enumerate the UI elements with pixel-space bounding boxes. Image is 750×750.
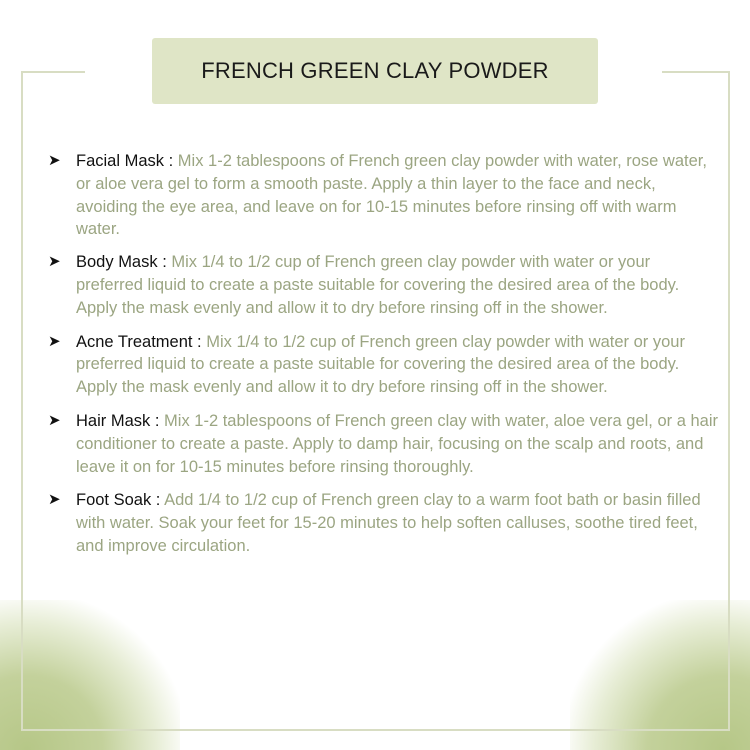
frame-border-top-right xyxy=(662,71,730,73)
usage-list xyxy=(48,150,720,569)
green-powder-decoration-right xyxy=(570,600,750,750)
item-text: Mix 1/4 to 1/2 cup of French green clay powder with water or your preferred liquid to create a paste suitable for covering the desired area of the body. Apply the mask evenly and allow it to dry before rinsing off in the shower. xyxy=(76,332,685,397)
item-text: Mix 1-2 tablespoons of French green clay powder with water, rose water, or aloe vera gel to form a smooth paste. Apply a thin layer to the face and neck, avoiding the eye area, and leave on for 10-15 minutes before rinsing off with warm water. xyxy=(76,152,707,239)
frame-border-left xyxy=(21,71,23,731)
arrowhead-bullet-icon: ➤ xyxy=(48,411,61,429)
green-powder-decoration-left xyxy=(0,600,180,750)
list-item-foot-soak xyxy=(48,489,720,557)
item-label: Hair Mask : xyxy=(76,411,160,430)
frame-border-top-left xyxy=(21,71,85,73)
list-item-hair-mask xyxy=(48,410,720,478)
arrowhead-bullet-icon: ➤ xyxy=(48,491,61,509)
frame-border-right xyxy=(728,71,730,731)
arrowhead-bullet-icon: ➤ xyxy=(48,152,61,169)
list-item-facial-mask xyxy=(48,150,720,241)
title-banner xyxy=(152,38,598,104)
item-label: Acne Treatment : xyxy=(76,332,202,351)
item-label: Foot Soak : xyxy=(76,491,161,510)
item-text: Mix 1-2 tablespoons of French green clay with water, aloe vera gel, or a hair conditioner to create a paste. Apply to damp hair, focusing on the scalp and roots, and leave it on for 10-15 minutes before rinsing thoroughly. xyxy=(76,411,718,476)
arrowhead-bullet-icon: ➤ xyxy=(48,253,61,271)
item-label: Body Mask : xyxy=(76,253,167,272)
item-text: Mix 1/4 to 1/2 cup of French green clay powder with water or your preferred liquid to create a paste suitable for covering the desired area of the body. Apply the mask evenly and allow it to dry before rinsing off in the shower. xyxy=(76,253,680,317)
frame-border-bottom xyxy=(21,729,730,731)
item-text: Add 1/4 to 1/2 cup of French green clay to a warm foot bath or basin filled with water. Soak your feet for 15-20 minutes to help soften calluses, soothe tired feet, and improve circulation. xyxy=(76,491,701,555)
item-label: Facial Mask : xyxy=(76,152,174,170)
arrowhead-bullet-icon: ➤ xyxy=(48,332,61,350)
page-title: FRENCH GREEN CLAY POWDER xyxy=(201,58,549,83)
list-item-acne-treatment xyxy=(48,331,720,399)
list-item-body-mask xyxy=(48,251,720,319)
